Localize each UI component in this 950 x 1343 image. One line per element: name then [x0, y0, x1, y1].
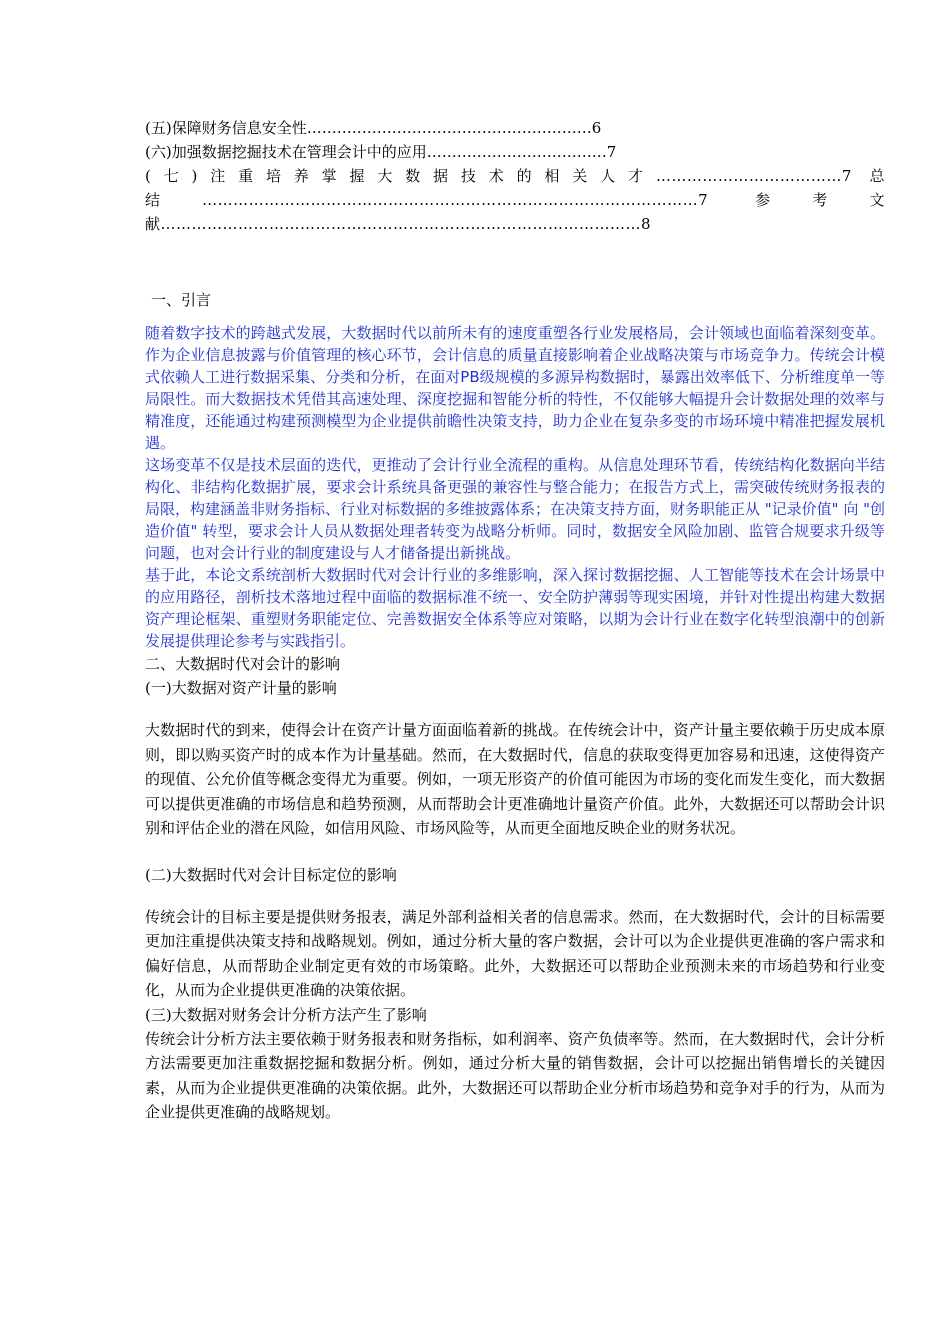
toc-item-5: (五)保障财务信息安全性…………………………………………………6	[145, 119, 602, 137]
intro-paragraph-3: 基于此，本论文系统剖析大数据时代对会计行业的多维影响，深入探讨数据挖掘、人工智能等技术在会计场景中的应用路径，剖析技术落地过程中面临的数据标准不统一、安全防护薄弱等现实困境，并针对性提出构建大数据资产理论框架、重塑财务职能定位、完善数据安全体系等应对策略，以期为会计行业在数字化转型浪潮中的创新发展提供理论参考与实践指引。	[145, 566, 885, 650]
intro-paragraph-2: 这场变革不仅是技术层面的迭代，更推动了会计行业全流程的重构。从信息处理环节看，传统结构化数据向半结构化、非结构化数据扩展，要求会计系统具备更强的兼容性与整合能力；在报告方式上，需突破传统财务报表的局限，构建涵盖非财务指标、行业对标数据的多维披露体系；在决策支持方面，财务职能正从 "记录价值" 向 "创造价值" 转型，要求会计人员从数据处理者转变为战略分析师。同时，数据安全风险加剧、监管合规要求升级等问题，也对会计行业的制度建设与人才储备提出新挑战。	[145, 456, 886, 562]
toc-item-7-summary-references: (七)注重培养掌握大数据技术的相关人才………………………………7 总结……………………………………………………………………………………7 参考文献…………………………………………………………………………………8	[145, 167, 885, 233]
section-2-1-heading: (一)大数据对资产计量的影响	[145, 679, 337, 697]
section-2-3-heading: (三)大数据对财务会计分析方法产生了影响	[145, 1005, 427, 1024]
section-2-3-body: 传统会计分析方法主要依赖于财务报表和财务指标，如利润率、资产负债率等。然而，在大数据时代，会计分析方法需要更加注重数据挖掘和数据分析。例如，通过分析大量的销售数据，会计可以挖掘出销售增长的关键因素，从而为企业提供更准确的决策依据。此外，大数据还可以帮助企业分析市场趋势和竞争对手的行为，从而为企业提供更准确的战略规划。	[145, 1029, 885, 1121]
section-2-2-heading: (二)大数据时代对会计目标定位的影响	[145, 865, 397, 884]
intro-heading: 一、引言	[151, 291, 212, 309]
document-page	[145, 116, 885, 1125]
intro-paragraph-1: 随着数字技术的跨越式发展，大数据时代以前所未有的速度重塑各行业发展格局，会计领域也面临着深刻变革。作为企业信息披露与价值管理的核心环节，会计信息的质量直接影响着企业战略决策与市场竞争力。传统会计模式依赖人工进行数据采集、分类和分析，在面对PB级规模的多源异构数据时，暴露出效率低下、分析维度单一等局限性。而大数据技术凭借其高速处理、深度挖掘和智能分析的特性，不仅能够大幅提升会计数据处理的效率与精准度，还能通过构建预测模型为企业提供前瞻性决策支持，助力企业在复杂多变的市场环境中精准把握发展机遇。	[145, 324, 885, 452]
toc-item-6: (六)加强数据挖掘技术在管理会计中的应用………………………………7	[145, 143, 617, 161]
section-2-1-body: 大数据时代的到来，使得会计在资产计量方面面临着新的挑战。在传统会计中，资产计量主要依赖于历史成本原则，即以购买资产时的成本作为计量基础。然而，在大数据时代，信息的获取变得更加容易和迅速，这使得资产的现值、公允价值等概念变得尤为重要。例如，一项无形资产的价值可能因为市场的变化而发生变化，而大数据可以提供更准确的市场信息和趋势预测，从而帮助会计更准确地计量资产价值。此外，大数据还可以帮助会计识别和评估企业的潜在风险，如信用风险、市场风险等，从而更全面地反映企业的财务状况。	[145, 721, 885, 837]
table-of-contents	[145, 116, 885, 236]
section-2-2-body: 传统会计的目标主要是提供财务报表，满足外部利益相关者的信息需求。然而，在大数据时代，会计的目标需要更加注重提供决策支持和战略规划。例如，通过分析大量的客户数据，会计可以为企业提供更准确的客户需求和偏好信息，从而帮助企业制定更有效的市场策略。此外，大数据还可以帮助企业预测未来的市场趋势和行业变化，从而为企业提供更准确的决策依据。	[145, 907, 885, 999]
section-2-heading: 二、大数据时代对会计的影响	[145, 655, 341, 673]
